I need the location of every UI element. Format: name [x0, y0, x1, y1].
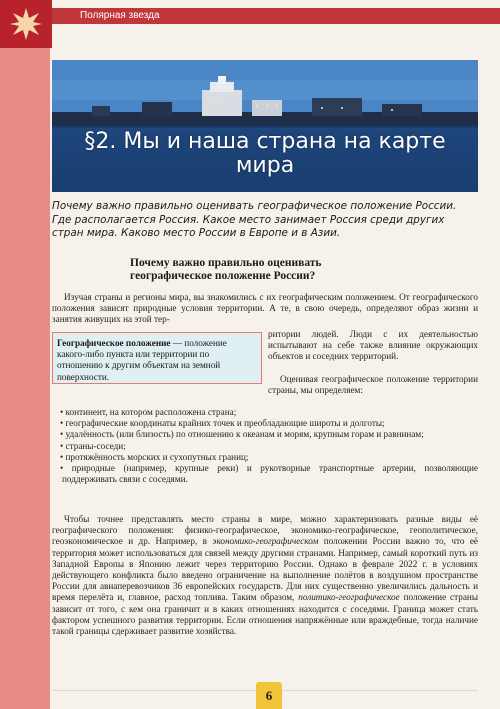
series-title-bar [52, 8, 500, 24]
criteria-list [52, 407, 478, 485]
section-heading-line2: географическое положение России? [130, 270, 316, 282]
lesson-title-line2: мира [235, 153, 295, 178]
definition-body: — положение какого-либо пункта или территории по отношению к другим объектам на земной поверхности. [57, 338, 227, 382]
series-logo [0, 0, 52, 48]
lesson-title [52, 130, 478, 178]
section-heading [130, 257, 400, 283]
list-item: • протяжённость морских и сухопутных границ; [52, 452, 478, 463]
side-color-strip [0, 0, 50, 709]
term-political-geographic: политико-географическое [298, 592, 400, 603]
lesson-title-line1: §2. Мы и наша страна на карте [84, 129, 446, 154]
list-item: • географические координаты крайних точек и преобладающие широты и долготы; [52, 418, 478, 429]
eight-point-star-icon [9, 7, 43, 41]
hero-banner [52, 60, 478, 192]
list-item: • континент, на котором расположена страна; [52, 407, 478, 418]
main-paragraph-part3: положение страны зависит от того, с кем она граничит и в каких отношениях находится с соседями. Граница может стать фактором успешного развития территории. Если отношения напряжённые или враждебные, тогда наличие такой границы сдерживает развитие хозяйства. [52, 592, 478, 637]
list-item: • страны-соседи; [52, 441, 478, 452]
main-paragraph [52, 514, 478, 637]
list-item: • природные (например, крупные реки) и рукотворные транспортные артерии, позволяющие поддерживать связи с соседями. [52, 463, 478, 485]
main-paragraph-part1: Чтобы точнее представлять место страны в мире, можно характеризовать разные виды её географического положения: физико-географическое, экономико-географическое, геополитическое, геоэкономическое и др. Например, в [52, 514, 478, 547]
right-column-text: ритории людей. Люди с их деятельностью испытывают на себе также влияние окружающих объектов и соседних территорий. [268, 329, 478, 362]
main-paragraph-part2: положении России важно то, что её территория может использоваться для связей между другими странами. Например, самый короткий путь из Западной Европы в Японию лежит через территорию России. Однако в феврале 2022 г. в условиях действующего конфликта было введено ограничение на выполнение полётов в воздушном пространстве России для авиаперевозчиков 36 европейских государств. Для них существенно увеличились дальность и время перелёта и, главное, расход топлива. Таким образом, [52, 536, 478, 603]
definition-term: Географическое положение [57, 338, 171, 348]
intro-paragraph: Изучая страны и регионы мира, вы знакомились с их географическим положением. От географического положения зависят природные условия территории. А те, в свою очередь, определяют образ жизни и занятия живущих на этой тер- [52, 292, 478, 325]
definition-text [57, 338, 257, 383]
series-title: Полярная звезда [80, 10, 160, 21]
page-number: 6 [256, 682, 282, 709]
lesson-questions: Почему важно правильно оценивать географическое положение России. Где располагается Россия. Какое место занимает Россия среди других стран мира. Каково место России в Европе и в Азии. [52, 200, 457, 239]
right-column-text-2: Оценивая географическое положение территории страны, мы определяем: [268, 374, 478, 396]
section-heading-line1: Почему важно правильно оценивать [130, 257, 322, 269]
list-item: • удалённость (или близость) по отношению к океанам и морям, крупным горам и равнинам; [52, 429, 478, 440]
term-economic-geographic: экономико-географическом [212, 536, 319, 547]
